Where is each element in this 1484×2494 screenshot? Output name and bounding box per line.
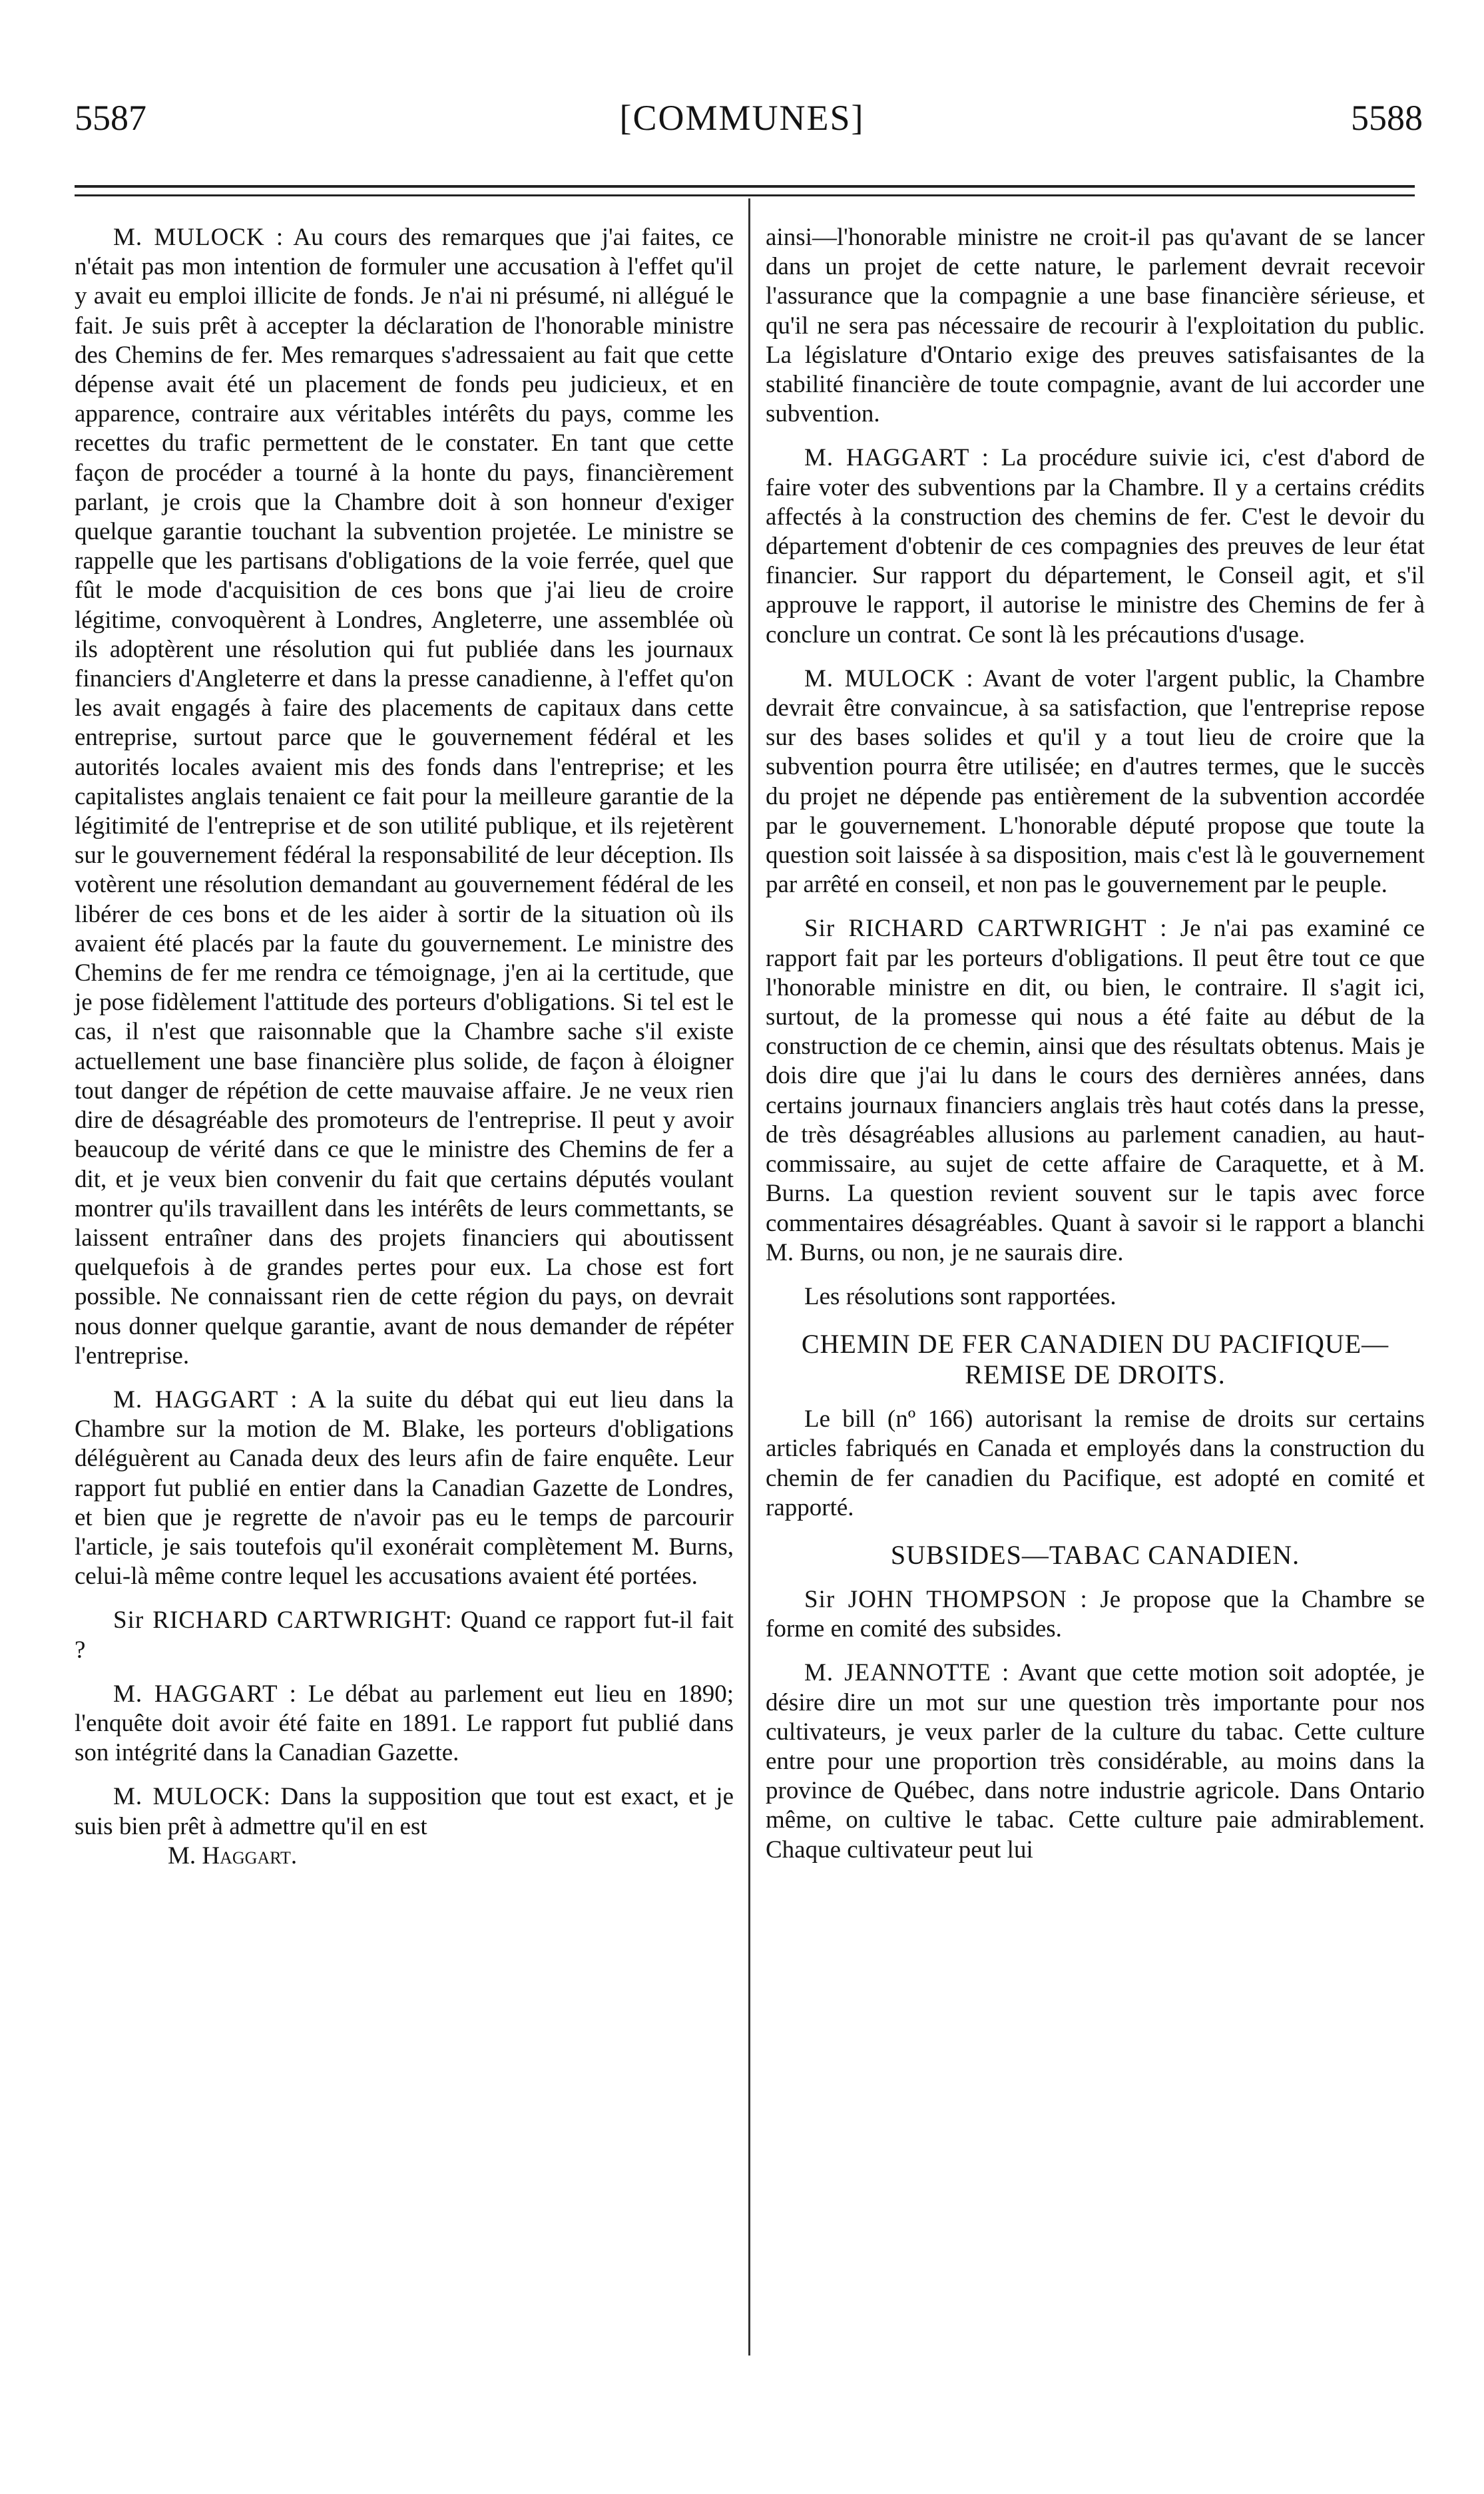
header-rule-thin xyxy=(75,194,1415,196)
page-number-left: 5587 xyxy=(75,98,146,138)
left-column xyxy=(75,223,734,1885)
speaker-name: M. MULOCK : xyxy=(804,664,974,692)
bill-paragraph: Le bill (nº 166) autorisant la remise de droits sur certains articles fabriqués en Canada et employés dans la construction du chemin de fer canadien du Pacifique, est adopté en comité et rapporté. xyxy=(766,1405,1425,1521)
speech-paragraph xyxy=(766,664,1425,900)
speech-text: Avant que cette motion soit adoptée, je désire dire un mot sur une question très importante pour nos cultivateurs, je veux parler de la culture du tabac. Cette culture entre pour une proportion très considérable, au moins dans la province de Québec, dans notre industrie agricole. Dans Ontario même, on cultive le tabac. Cette culture paie admirablement. Chaque cultivateur peut lui xyxy=(766,1659,1425,1864)
page-number-right: 5588 xyxy=(1351,98,1423,138)
speaker-name: M. HAGGART : xyxy=(804,444,989,472)
speaker-name: M. HAGGART : xyxy=(113,1680,297,1708)
speech-paragraph xyxy=(75,1606,734,1664)
speech-text: Quand ce rapport fut-il fait ? xyxy=(75,1607,734,1664)
speech-paragraph xyxy=(75,1782,734,1841)
speech-text: Dans la supposition que tout est exact, et je suis bien prêt à admettre qu'il en est xyxy=(75,1783,734,1840)
speech-text: Je propose que la Chambre se forme en comité des subsides. xyxy=(766,1585,1425,1643)
speaker-name: M. JEANNOTTE : xyxy=(804,1659,1010,1687)
speech-paragraph xyxy=(75,1680,734,1768)
speech-text: Au cours des remarques que j'ai faites, ce n'était pas mon intention de formuler une accusation à l'effet qu'il y avait eu emploi illicite de fonds. Je n'ai ni présumé, ni allégué le fait. Je suis prêt à accepter la déclaration de l'honorable ministre des Chemins de fer. Mes remarques s'adressaient au fait que cette dépense avait été un placement de fonds peu judicieux, et en apparence, contraire aux véritables intérêts du pays, comme les recettes du trafic permettent de le constater. En tant que cette façon de procéder a tourné à la honte du pays, financièrement parlant, je crois que la Chambre doit à son honneur d'exiger quelque garantie touchant la subvention projetée. Le ministre se rappelle que les partisans d'obligations de la voie ferrée, quel que fût le mode d'acquisition de ces bons que j'ai lieu de croire légitime, convoquèrent à Londres, Angleterre, une assemblée où ils adoptèrent une résolution qui fut publiée dans les journaux financiers d'Angleterre et dans la presse canadienne, à l'effet qu'on les avait engagés à faire des placements de capitaux dans cette entreprise, surtout parce que le gouvernement fédéral et les autorités locales avaient mis des fonds dans l'entreprise; et les capitalistes anglais tenaient ce fait pour la meilleure garantie de la légitimité de l'entreprise et de son utilité publique, et ils rejetèrent sur le gouvernement fédéral la responsabilité de leur déception. Ils votèrent une résolution demandant au gouvernement fédéral de les libérer de ces bons et de les aider à sortir de la situation où ils avaient été placés par la faute du gouvernement. Le ministre des Chemins de fer me rendra ce témoignage, j'en ai la certitude, que je pose fidèlement l'attitude des porteurs d'obligations. Si tel est le cas, il n'est que raisonnable que la Chambre sache s'il existe actuellement une base financière plus solide, de façon à éloigner tout danger de répétion de cette mauvaise affaire. Je ne veux rien dire de désagréable des promoteurs de l'entreprise. Il peut y avoir beaucoup de vérité dans ce que le ministre des Chemins de fer a dit, et je veux bien convenir du fait que certains députés voulant montrer qu'ils travaillent dans les intérêts de leurs commettants, se laissent entraîner dans des projets financiers qui aboutissent quelquefois à de grandes pertes pour eux. La chose est fort possible. Ne connaissant rien de cette région du pays, on devrait nous donner quelque garantie, avant de nous demander de répéter l'entreprise. xyxy=(75,224,734,1370)
column-divider xyxy=(748,198,750,2356)
speech-text: A la suite du débat qui eut lieu dans la Chambre sur la motion de M. Blake, les porteurs d'obligations déléguèrent au Canada deux des leurs afin de faire enquête. Leur rapport fut publié en entier dans la Canadian Gazette de Londres, et bien que je regrette de n'avoir pas eu le temps de parcourir l'article, je sais toutefois qu'il exonérait complètement M. Burns, celui-là même contre lequel les accusations avaient été portées. xyxy=(75,1385,734,1591)
speech-text: Les résolutions sont rapportées. xyxy=(804,1282,1116,1310)
running-title: [COMMUNES] xyxy=(619,98,865,138)
speaker-name: M. HAGGART : xyxy=(113,1385,298,1413)
speech-paragraph xyxy=(766,1658,1425,1864)
speaker-name: Sir RICHARD CARTWRIGHT: xyxy=(113,1607,453,1634)
speech-paragraph xyxy=(766,914,1425,1267)
header-rule xyxy=(75,185,1415,188)
speech-text: Le débat au parlement eut lieu en 1890; l'enquête doit avoir été faite en 1891. Le rapport fut publié dans son intégrité dans la Canadian Gazette. xyxy=(75,1680,734,1767)
speech-paragraph xyxy=(766,1585,1425,1644)
speech-text: ainsi—l'honorable ministre ne croit-il pas qu'avant de se lancer dans un projet de cette nature, le parlement devrait recevoir l'assurance que la compagnie a une base financière sérieuse, et qu'il ne sera pas nécessaire de recourir à l'exploitation du public. La législature d'Ontario exige des preuves satisfaisantes de la stabilité financière de toute compagnie, avant de lui accorder une subvention. xyxy=(766,224,1425,428)
section-heading: SUBSIDES—TABAC CANADIEN. xyxy=(890,1539,1300,1570)
speaker-name: M. MULOCK: xyxy=(113,1783,272,1811)
speech-text: Avant de voter l'argent public, la Chambre devrait être convaincue, à sa satisfaction, que l'entreprise repose sur des bases solides et qu'il y a tout lieu de croire que la subvention pourra être utilisée; en d'autres termes, que le succès du projet ne dépende pas entièrement de la subvention accordée par le gouvernement. L'honorable député propose que toute la question soit laissée à sa disposition, mais c'est là le gouvernement par arrêté en conseil, et non pas le gouvernement par le peuple. xyxy=(766,664,1425,899)
section-heading: CHEMIN DE FER CANADIEN DU PACIFIQUE—REMISE DE DROITS. xyxy=(801,1329,1389,1390)
speech-text: La procédure suivie ici, c'est d'abord de faire voter des subventions par la Chambre. Il y a certains crédits affectés à la construction des chemins de fer. C'est le devoir du département d'obtenir de ces compagnies des preuves de leur état financier. Sur rapport du département, le Conseil agit, et s'il approuve le rapport, il autorise le ministre des Chemins de fer à conclure un contrat. Ce sont là les précautions d'usage. xyxy=(766,444,1425,648)
speech-text: Je n'ai pas examiné ce rapport fait par les porteurs d'obligations. Il peut être tout ce que l'honorable ministre en dit, ou bien, le contraire. Il s'agit ici, surtout, de la promesse qui nous a été faite au début de la construction de ce chemin, ainsi que des résultats obtenus. Mais je dois dire que j'ai lu dans le cours des dernières années, dans certains journaux financiers anglais très haut cotés dans la presse, de très désagréables allusions au parlement canadien, au haut-commissaire, au sujet de cette affaire de Caraquette, et à M. Burns. La question revient souvent sur le tapis avec force commentaires désagréables. Quant à savoir si le rapport a blanchi M. Burns, ou non, je ne saurais dire. xyxy=(766,915,1425,1266)
right-column xyxy=(766,223,1425,1879)
speech-paragraph xyxy=(766,443,1425,649)
speech-paragraph xyxy=(75,223,734,1371)
speaker-name: Sir JOHN THOMPSON : xyxy=(804,1585,1088,1613)
speech-paragraph xyxy=(75,1385,734,1591)
speaker-name: M. MULOCK : xyxy=(113,224,284,251)
speaker-name: Sir RICHARD CARTWRIGHT : xyxy=(804,915,1168,943)
procedural-note xyxy=(766,1282,1425,1312)
speech-paragraph xyxy=(766,223,1425,429)
speaker-attribution: M. Haggart. xyxy=(168,1842,298,1870)
